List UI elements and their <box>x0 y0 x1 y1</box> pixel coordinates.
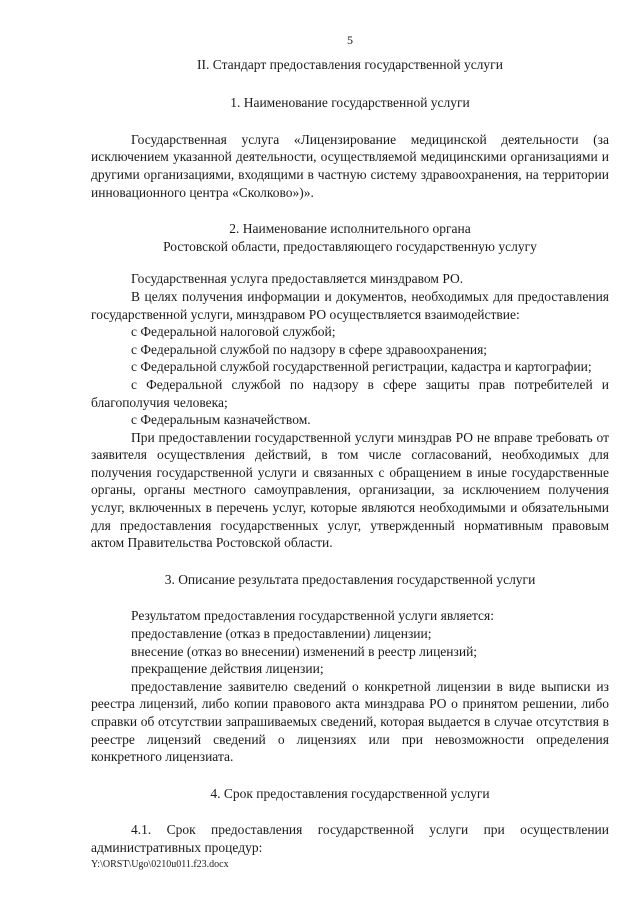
list-item: с Федеральной службой государственной регистрации, кадастра и картографии; <box>131 359 592 375</box>
document-page <box>91 32 609 857</box>
list-item: прекращение действия лицензии; <box>131 661 324 677</box>
paragraph: При предоставлении государственной услуги минздрав РО не вправе требовать от заявителя осуществления действий, в том числе согласований, необходимых для получения государственной услуги и связанных с обращением в иные государственные органы, органы местного самоуправления, организации, за исключением получения услуг, включенных в перечень услуг, которые являются необходимыми и обязательными для предоставления государственных услуг, утвержденный нормативным правовым актом Правительства Ростовской области. <box>91 429 609 551</box>
heading-3: 3. Описание результата предоставления государственной услуги <box>164 571 536 587</box>
paragraph: В целях получения информации и документов, необходимых для предоставления государственной услуги, минздравом РО осуществляется взаимодействие: <box>91 288 609 322</box>
paragraph: Результатом предоставления государственной услуги является: <box>131 608 494 624</box>
heading-4: 4. Срок предоставления государственной услуги <box>210 785 490 801</box>
list-item: с Федеральной службой по надзору в сфере защиты прав потребителей и благополучия человека; <box>91 376 609 410</box>
heading-1: 1. Наименование государственной услуги <box>230 95 470 111</box>
paragraph: Государственная услуга «Лицензирование медицинской деятельности (за исключением указанной деятельности, осуществляемой медицинскими организациями и другими организациями, входящими в частную систему здравоохранения, на территории инновационного центра «Сколково»)». <box>91 131 609 200</box>
list-item: внесение (отказ во внесении) изменений в реестр лицензий; <box>131 643 478 659</box>
list-item: с Федеральной налоговой службой; <box>131 324 336 340</box>
paragraph: предоставление заявителю сведений о конкретной лицензии в виде выписки из реестра лицензий, либо копии правового акта минздрава РО о принятом решении, либо справки об отсутствии запрашиваемых сведений, которая выдается в случае отсутствия в реестре лицензий сведений о лицензиях или при невозможности определения конкретного лицензиата. <box>91 678 609 765</box>
list-item: предоставление (отказ в предоставлении) лицензии; <box>131 626 432 642</box>
footer-file-path: Y:\ORST\Ugo\0210u011.f23.docx <box>91 859 229 870</box>
paragraph: Государственная услуга предоставляется минздравом РО. <box>131 271 464 287</box>
page-number: 5 <box>347 33 353 47</box>
list-item: с Федеральным казначейством. <box>131 412 311 428</box>
list-item: с Федеральной службой по надзору в сфере здравоохранения; <box>131 341 488 357</box>
heading-2-line-2: Ростовской области, предоставляющего государственную услугу <box>163 238 537 254</box>
section-title: II. Стандарт предоставления государственной услуги <box>197 56 503 72</box>
paragraph: 4.1. Срок предоставления государственной услуги при осуществлении административных процедур: <box>91 822 609 855</box>
heading-2-line-1: 2. Наименование исполнительного органа <box>229 221 471 237</box>
heading-2 <box>91 220 609 255</box>
